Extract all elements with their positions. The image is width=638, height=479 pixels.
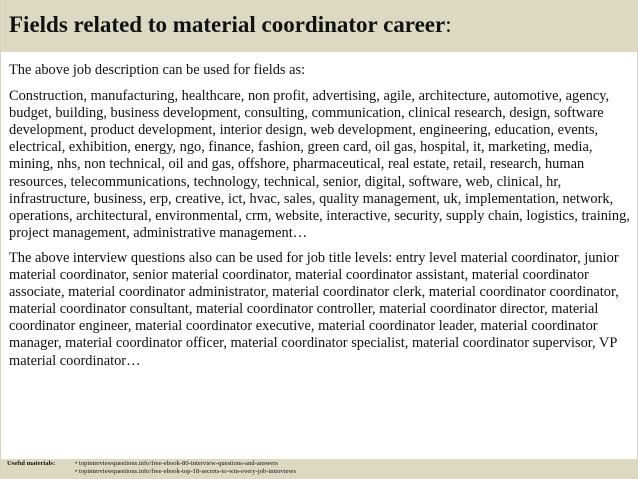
useful-materials-label: Useful materials: bbox=[7, 460, 56, 467]
page-title bbox=[9, 12, 638, 38]
footer-row-1 bbox=[7, 460, 638, 468]
fields-paragraph: Construction, manufacturing, healthcare, non profit, advertising, agile, architecture, automotive, agency, budget, building, business development, consulting, communication, clinical research, design, software development, product development, interior design, web development, engineering, education, events, electrical, exhibition, energy, ngo, finance, fashion, green card, oil gas, hospital, it, marketing, media, mining, nhs, non technical, oil and gas, offshore, pharmaceutical, real estate, retail, research, human resources, telecommunications, technology, technical, senior, digital, software, web, clinical, hr, infrastructure, business, erp, creative, ict, hvac, sales, quality management, uk, implementation, network, operations, architectural, environmental, crm, website, interactive, security, supply chain, logistics, training, project management, administrative management… bbox=[9, 88, 630, 241]
footer-bar bbox=[1, 459, 638, 479]
job-levels-paragraph: The above interview questions also can be used for job title levels: entry level material coordinator, junior material coordinator, senior material coordinator, material coordinator assistant, material coordinator associate, material coordinator administrator, material coordinator clerk, material coordinator coordinator, material coordinator consultant, material coordinator controller, material coordinator director, material coordinator engineer, material coordinator executive, material coordinator leader, material coordinator manager, material coordinator officer, material coordinator specialist, material coordinator supervisor, VP material coordinator… bbox=[9, 249, 619, 369]
slide-content bbox=[9, 62, 635, 370]
title-bar bbox=[1, 0, 638, 52]
footer-row-2 bbox=[7, 468, 638, 476]
intro-paragraph: The above job description can be used for fields as: bbox=[9, 62, 306, 78]
page-title-colon: : bbox=[445, 12, 452, 37]
footer-link-ebook-18[interactable]: • topinterviewquestions.info/free-ebook-top-18-secrets-to-win-every-job-interviews bbox=[75, 468, 296, 476]
page-title-text: Fields related to material coordinator career bbox=[9, 12, 446, 37]
footer-link-ebook-80[interactable]: • topinterviewquestions.info/free-ebook-80-interview-questions-and-answers bbox=[75, 460, 278, 467]
